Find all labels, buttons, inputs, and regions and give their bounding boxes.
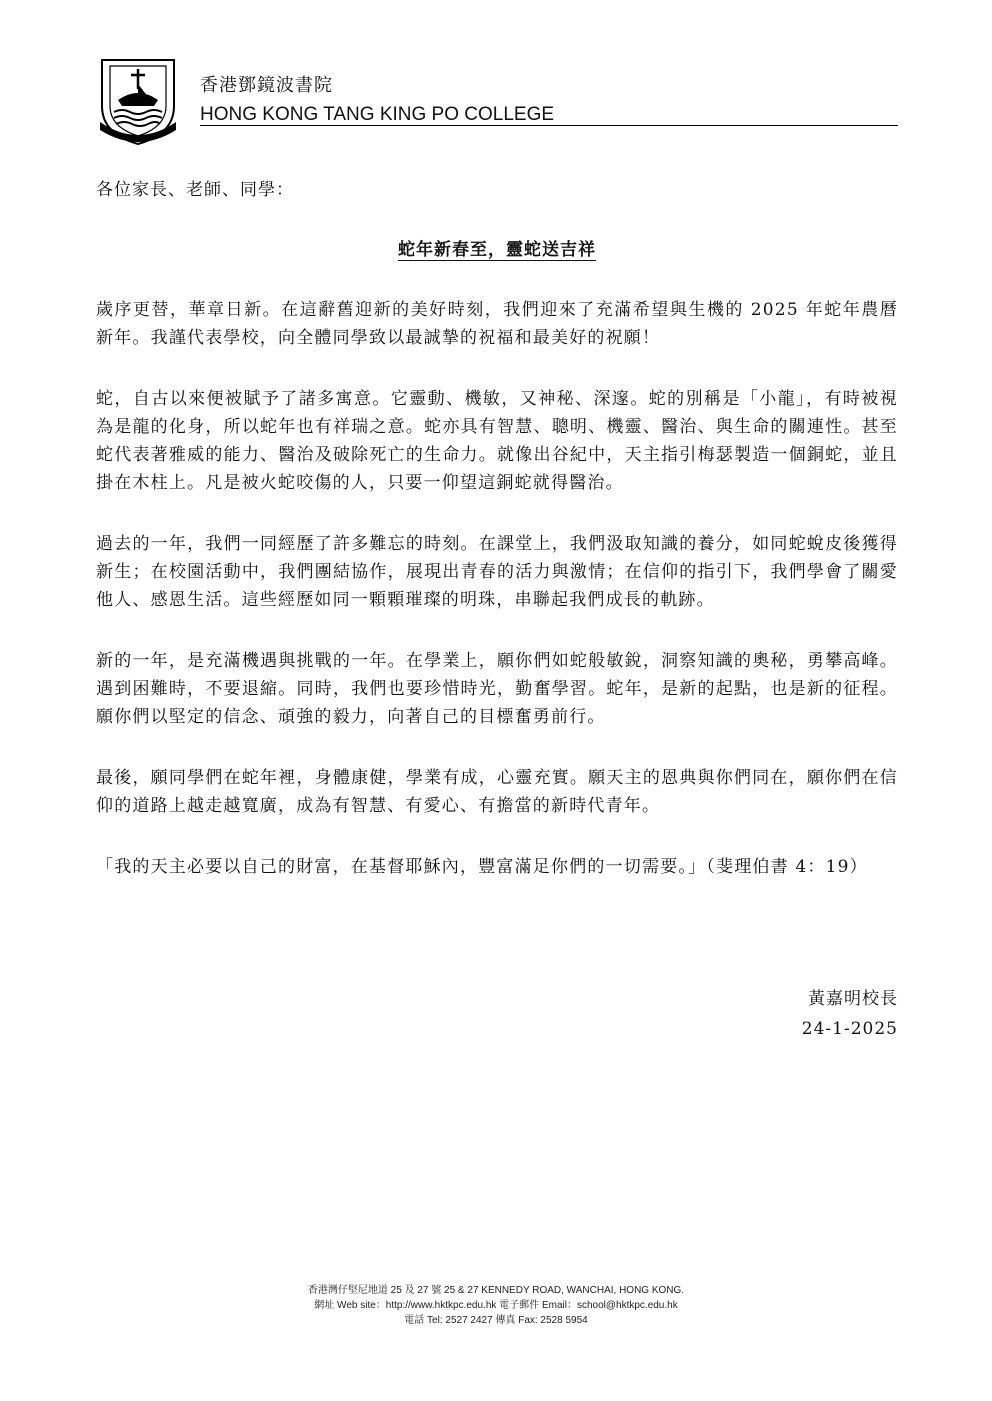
paragraph-4: 新的一年，是充滿機遇與挑戰的一年。在學業上，願你們如蛇般敏銳，洞察知識的奧秘，勇攀高峰。遇到困難時，不要退縮。同時，我們也要珍惜時光，勤奮學習。蛇年，是新的起點，也是新的征程。願你們以堅定的信念、頑強的毅力，向著自己的目標奮勇前行。 [96,651,898,727]
signature-date: 24-1-2025 [801,1019,898,1039]
school-crest-logo [96,56,180,146]
letterhead [96,56,898,146]
salutation: 各位家長、老師、同學： [96,180,294,200]
letter-title: 蛇年新春至，靈蛇送吉祥 [398,240,596,260]
school-name-chinese: 香港鄧鏡波書院 [200,75,333,96]
paragraph-2: 蛇，自古以來便被賦予了諸多寓意。它靈動、機敏，又神秘、深邃。蛇的別稱是「小龍」，有時被視為是龍的化身，所以蛇年也有祥瑞之意。蛇亦具有智慧、聰明、機靈、醫治、與生命的關連性。甚至蛇代表著雅威的能力、醫治及破除死亡的生命力。就像出谷紀中，天主指引梅瑟製造一個銅蛇，並且掛在木柱上。凡是被火蛇咬傷的人，只要一仰望這銅蛇就得醫治。 [96,389,898,493]
letterhead-divider [200,125,898,126]
school-name-english: HONG KONG TANG KING PO COLLEGE [200,104,555,125]
paragraph-3: 過去的一年，我們一同經歷了許多難忘的時刻。在課堂上，我們汲取知識的養分，如同蛇蛻皮後獲得新生；在校園活動中，我們團結協作，展現出青春的活力與激情；在信仰的指引下，我們學會了關愛他人、感恩生活。這些經歷如同一顆顆璀璨的明珠，串聯起我們成長的軌跡。 [96,534,898,610]
signature-name: 黃嘉明校長 [808,989,898,1009]
signature-block [802,984,898,1044]
scripture-quote: 「我的天主必要以自己的財富，在基督耶穌內，豐富滿足你們的一切需要。」（斐理伯書 4：19） [96,857,868,877]
footer-phone-fax: 電話 Tel: 2527 2427 傳真 Fax: 2528 5954 [404,1315,588,1326]
footer-address: 香港灣仔堅尼地道 25 及 27 號 25 & 27 KENNEDY ROAD, WANCHAI, HONG KONG. [307,1285,685,1296]
footer-web-email: 網址 Web site：http://www.hktkpc.edu.hk 電子郵件 Email：school@hktkpc.edu.hk [314,1300,678,1311]
letter-body [96,296,898,914]
page-footer [0,1283,992,1328]
paragraph-5: 最後，願同學們在蛇年裡，身體康健，學業有成，心靈充實。願天主的恩典與你們同在，願你們在信仰的道路上越走越寬廣，成為有智慧、有愛心、有擔當的新時代青年。 [96,768,898,816]
paragraph-1: 歲序更替，華章日新。在這辭舊迎新的美好時刻，我們迎來了充滿希望與生機的 2025 年蛇年農曆新年。我謹代表學校，向全體同學致以最誠摯的祝福和最美好的祝願！ [96,300,898,348]
